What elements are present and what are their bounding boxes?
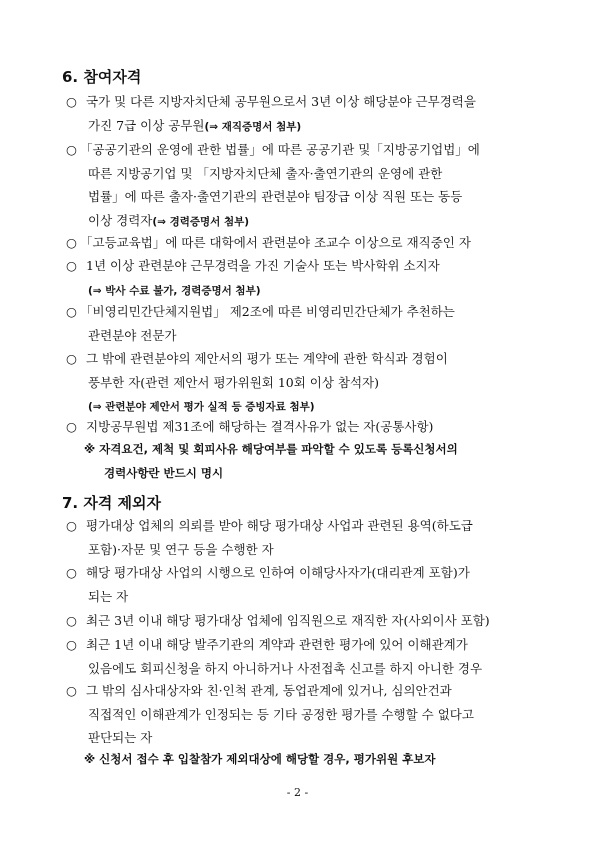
section-6-item-4 <box>66 254 544 303</box>
attachment-note: (⇒ 경력증명서 첨부) <box>152 215 250 228</box>
section-6-title: 6. 참여자격 <box>62 68 142 86</box>
section-6-item-2 <box>66 138 544 234</box>
section-7-item-4 <box>66 633 544 680</box>
section-6-item-6 <box>66 347 544 420</box>
bullet-marker: ○ <box>66 351 77 366</box>
bullet-marker: ○ <box>66 613 77 628</box>
item-line: 있음에도 회피신청을 하지 아니하거나 사전접촉 신고를 하지 아니한 경우 <box>88 660 483 676</box>
item-line: 지방공무원법 제31조에 해당하는 결격사유가 없는 자(공통사항) <box>86 419 434 434</box>
item-line: 「공공기관의 운영에 관한 법률」에 따른 공공기관 및「지방공기업법」에 <box>80 142 480 157</box>
item-line: 해당 평가대상 사업의 시행으로 인하여 이해당사자가(대리관계 포함)가 <box>86 565 470 580</box>
item-line: 그 밖의 심사대상자와 친·인척 관계, 동업관계에 있거나, 심의안건과 <box>86 683 452 698</box>
bullet-marker: ○ <box>66 565 77 580</box>
bullet-marker: ○ <box>66 419 77 434</box>
item-line: 가진 7급 이상 공무원 <box>88 117 205 133</box>
section-6-item-7 <box>66 415 544 439</box>
bullet-marker: ○ <box>66 235 77 250</box>
item-line: 따른 지방공기업 및 「지방자치단체 출자·출연기관의 운영에 관한 <box>88 165 443 181</box>
section-6-item-5 <box>66 300 544 347</box>
bullet-marker: ○ <box>66 258 77 273</box>
item-line: 평가대상 업체의 의뢰를 받아 해당 평가대상 사업과 관련된 용역(하도급 <box>86 518 473 533</box>
item-line: 국가 및 다른 지방자치단체 공무원으로서 3년 이상 해당분야 근무경력을 <box>86 94 476 109</box>
section-6-item-1 <box>66 90 544 139</box>
item-line: 이상 경력자 <box>88 212 153 228</box>
bullet-marker: ○ <box>66 304 77 319</box>
remark-line: ※ 신청서 접수 후 입찰참가 제외대상에 해당할 경우, 평가위원 후보자 <box>84 752 436 766</box>
bullet-marker: ○ <box>66 94 77 109</box>
attachment-note: (⇒ 관련분야 제안서 평가 실적 등 증빙자료 첨부) <box>88 401 315 413</box>
bullet-marker: ○ <box>66 683 77 698</box>
attachment-note: (⇒ 박사 수료 불가, 경력증명서 첨부) <box>88 284 261 297</box>
item-line: 풍부한 자(관련 제안서 평가위원회 10회 이상 참석자) <box>88 374 380 390</box>
section-7-item-5 <box>66 679 544 750</box>
bullet-marker: ○ <box>66 518 77 533</box>
attachment-note: (⇒ 재직증명서 첨부) <box>204 120 302 133</box>
bullet-marker: ○ <box>66 637 77 652</box>
remark-line: 경력사항란 반드시 명시 <box>104 465 224 480</box>
page-number: - 2 - <box>286 786 309 799</box>
item-line: 그 밖에 관련분야의 제안서의 평가 또는 계약에 관한 학식과 경험이 <box>86 351 448 366</box>
item-line: 포함)·자문 및 연구 등을 수행한 자 <box>88 541 274 557</box>
item-line: 「고등교육법」에 따른 대학에서 관련분야 조교수 이상으로 재직중인 자 <box>80 235 471 250</box>
item-line: 되는 자 <box>88 588 129 604</box>
item-line: 관련분야 전문가 <box>88 327 177 343</box>
item-line: 판단되는 자 <box>88 730 153 745</box>
bullet-marker: ○ <box>66 142 77 157</box>
section-7-item-3 <box>66 609 544 633</box>
section-6-remark <box>84 438 544 485</box>
section-7-remark <box>84 748 544 772</box>
item-line: 법률」에 따른 출자·출연기관의 관련분야 팀장급 이상 직원 또는 동등 <box>88 189 463 204</box>
item-line: 직접적인 이해관계가 인정되는 등 기타 공정한 평가를 수행할 수 없다고 <box>88 706 474 722</box>
item-line: 최근 1년 이내 해당 발주기관의 계약과 관련한 평가에 있어 이해관계가 <box>86 637 468 652</box>
section-7-item-1 <box>66 514 544 561</box>
section-7-item-2 <box>66 561 544 608</box>
item-line: 최근 3년 이내 해당 평가대상 업체에 임직원으로 재직한 자(사외이사 포함) <box>86 613 490 628</box>
remark-line: ※ 자격요건, 제척 및 회피사유 해당여부를 파악할 수 있도록 등록신청서의 <box>84 442 458 456</box>
section-6-item-3 <box>66 231 544 255</box>
item-line: 「비영리민간단체지원법」 제2조에 따른 비영리민간단체가 추천하는 <box>80 304 455 319</box>
section-7-title: 7. 자격 제외자 <box>62 494 162 512</box>
item-line: 1년 이상 관련분야 근무경력을 가진 기술사 또는 박사학위 소지자 <box>86 258 440 273</box>
